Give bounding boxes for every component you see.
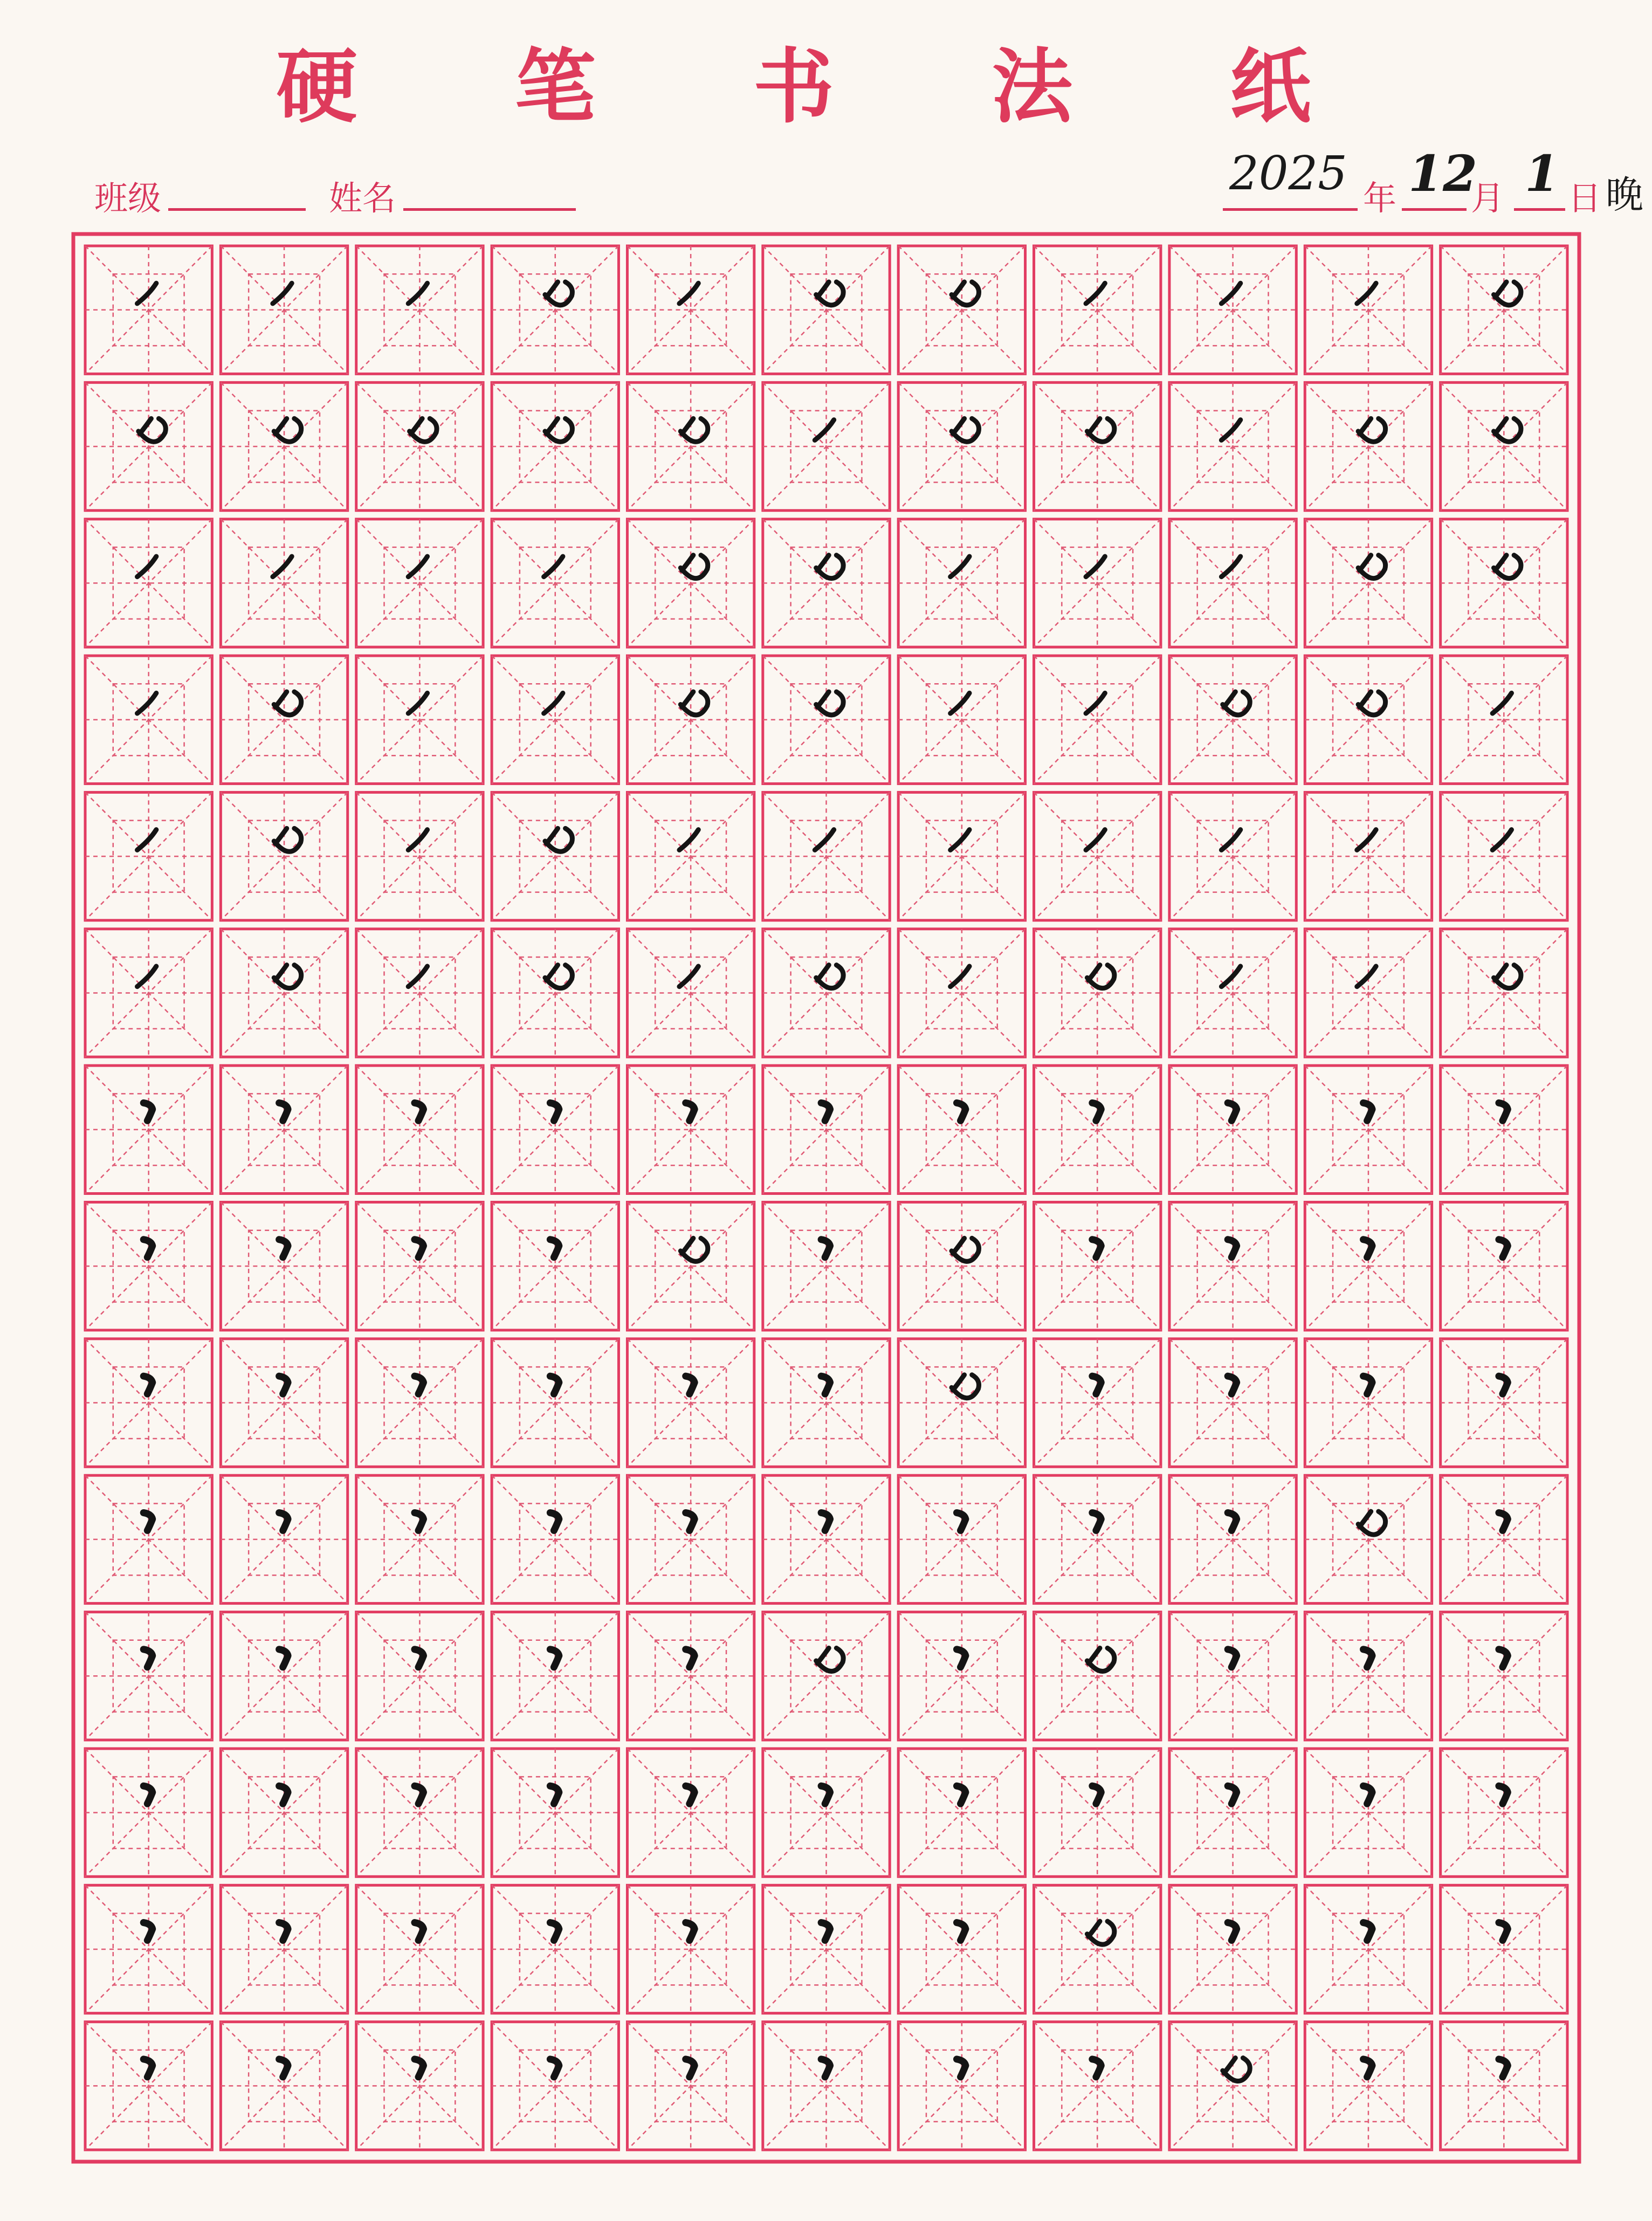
- dot-stroke-mark: [1228, 1512, 1236, 1530]
- dot-stroke-mark: [686, 2059, 694, 2077]
- curved-stroke-mark: [1087, 1921, 1114, 1944]
- class-label: 班级: [94, 178, 162, 218]
- curved-stroke-mark: [1223, 2058, 1250, 2081]
- dot-stroke-mark: [1092, 1103, 1101, 1120]
- dot-stroke-mark: [1092, 1512, 1101, 1530]
- pie-stroke-mark: [1221, 420, 1240, 441]
- dot-stroke-mark: [550, 2059, 559, 2077]
- dot-stroke-mark: [143, 1923, 152, 1941]
- pie-stroke-mark: [273, 283, 292, 304]
- dot-stroke-mark: [415, 2059, 423, 2077]
- dot-stroke-mark: [550, 1649, 559, 1667]
- year-label: 年: [1363, 178, 1397, 218]
- dot-stroke-mark: [279, 2059, 288, 2077]
- pie-stroke-mark: [679, 830, 698, 850]
- curved-stroke-mark: [274, 965, 301, 988]
- dot-stroke-mark: [550, 1923, 559, 1941]
- dot-stroke-mark: [1364, 1649, 1372, 1667]
- dot-stroke-mark: [143, 2059, 152, 2077]
- pie-stroke-mark: [951, 830, 969, 850]
- pie-stroke-mark: [137, 556, 156, 577]
- pie-stroke-mark: [951, 556, 969, 577]
- dot-stroke-mark: [1364, 1923, 1372, 1941]
- dot-stroke-mark: [686, 1512, 694, 1530]
- curved-stroke-mark: [1493, 555, 1520, 579]
- dot-stroke-mark: [956, 1786, 965, 1804]
- curved-stroke-mark: [680, 555, 707, 579]
- curved-stroke-mark: [139, 418, 166, 442]
- curved-stroke-mark: [1358, 692, 1385, 715]
- dot-stroke-mark: [821, 1786, 830, 1804]
- dot-stroke-mark: [279, 1786, 288, 1804]
- dot-stroke-mark: [1228, 1923, 1236, 1941]
- dot-stroke-mark: [550, 1512, 559, 1530]
- pie-stroke-mark: [1492, 693, 1511, 713]
- name-label: 姓名: [329, 178, 396, 218]
- pie-stroke-mark: [951, 966, 969, 987]
- pie-stroke-mark: [1221, 966, 1240, 987]
- curved-stroke-mark: [545, 828, 572, 851]
- pie-stroke-mark: [1221, 283, 1240, 304]
- dot-stroke-mark: [415, 1649, 423, 1667]
- curved-stroke-mark: [410, 418, 437, 442]
- pie-stroke-mark: [679, 283, 698, 304]
- curved-stroke-mark: [545, 282, 572, 305]
- dot-stroke-mark: [279, 1103, 288, 1120]
- dot-stroke-mark: [1364, 2059, 1372, 2077]
- pie-stroke-mark: [408, 830, 427, 850]
- dot-stroke-mark: [1499, 1376, 1508, 1394]
- dot-stroke-mark: [956, 1512, 965, 1530]
- dot-stroke-mark: [1228, 1649, 1236, 1667]
- page-title: 硬 笔 书 法 纸: [276, 39, 1376, 134]
- curved-stroke-mark: [1223, 692, 1250, 715]
- curved-stroke-mark: [816, 555, 843, 579]
- pie-stroke-mark: [137, 966, 156, 987]
- dot-stroke-mark: [1092, 2059, 1101, 2077]
- dot-stroke-mark: [279, 1376, 288, 1394]
- dot-stroke-mark: [550, 1786, 559, 1804]
- pie-stroke-mark: [137, 693, 156, 713]
- dot-stroke-mark: [279, 1649, 288, 1667]
- dot-stroke-mark: [821, 1103, 830, 1120]
- curved-stroke-mark: [274, 828, 301, 851]
- pie-stroke-mark: [544, 693, 563, 713]
- pie-stroke-mark: [1221, 830, 1240, 850]
- curved-stroke-mark: [1493, 965, 1520, 988]
- pie-stroke-mark: [951, 693, 969, 713]
- dot-stroke-mark: [1499, 1240, 1508, 1257]
- pie-stroke-mark: [408, 556, 427, 577]
- curved-stroke-mark: [680, 418, 707, 442]
- month-handwritten: 12: [1408, 145, 1478, 203]
- month-label: 月: [1471, 178, 1505, 218]
- pie-stroke-mark: [1357, 283, 1376, 304]
- dot-stroke-mark: [1092, 1240, 1101, 1257]
- dot-stroke-mark: [686, 1649, 694, 1667]
- dot-stroke-mark: [956, 1923, 965, 1941]
- dot-stroke-mark: [686, 1103, 694, 1120]
- pie-stroke-mark: [1357, 830, 1376, 850]
- dot-stroke-mark: [956, 1103, 965, 1120]
- pie-stroke-mark: [1086, 830, 1105, 850]
- dot-stroke-mark: [415, 1786, 423, 1804]
- pie-stroke-mark: [1492, 830, 1511, 850]
- curved-stroke-mark: [274, 692, 301, 715]
- pie-stroke-mark: [1221, 556, 1240, 577]
- dot-stroke-mark: [1092, 1786, 1101, 1804]
- pie-stroke-mark: [1086, 693, 1105, 713]
- curved-stroke-mark: [952, 1375, 979, 1398]
- pie-stroke-mark: [1086, 556, 1105, 577]
- pie-stroke-mark: [408, 966, 427, 987]
- curved-stroke-mark: [1358, 555, 1385, 579]
- dot-stroke-mark: [821, 1376, 830, 1394]
- dot-stroke-mark: [1364, 1376, 1372, 1394]
- dot-stroke-mark: [279, 1240, 288, 1257]
- curved-stroke-mark: [680, 692, 707, 715]
- pie-stroke-mark: [679, 966, 698, 987]
- dot-stroke-mark: [1364, 1103, 1372, 1120]
- dot-stroke-mark: [415, 1512, 423, 1530]
- pie-stroke-mark: [544, 556, 563, 577]
- dot-stroke-mark: [1364, 1240, 1372, 1257]
- dot-stroke-mark: [686, 1786, 694, 1804]
- dot-stroke-mark: [1499, 1103, 1508, 1120]
- year-handwritten: 2025: [1229, 147, 1347, 201]
- dot-stroke-mark: [1499, 1923, 1508, 1941]
- evening-handwritten: 晚: [1606, 173, 1643, 217]
- dot-stroke-mark: [821, 2059, 830, 2077]
- dot-stroke-mark: [143, 1103, 152, 1120]
- dot-stroke-mark: [550, 1240, 559, 1257]
- dot-stroke-mark: [415, 1923, 423, 1941]
- pie-stroke-mark: [815, 420, 834, 441]
- day-handwritten: 1: [1525, 145, 1560, 203]
- curved-stroke-mark: [545, 965, 572, 988]
- dot-stroke-mark: [956, 1649, 965, 1667]
- pie-stroke-mark: [408, 283, 427, 304]
- dot-stroke-mark: [143, 1376, 152, 1394]
- pie-stroke-mark: [1086, 283, 1105, 304]
- dot-stroke-mark: [143, 1786, 152, 1804]
- dot-stroke-mark: [143, 1649, 152, 1667]
- curved-stroke-mark: [1493, 282, 1520, 305]
- dot-stroke-mark: [1364, 1786, 1372, 1804]
- dot-stroke-mark: [1092, 1376, 1101, 1394]
- dot-stroke-mark: [143, 1512, 152, 1530]
- dot-stroke-mark: [143, 1240, 152, 1257]
- curved-stroke-mark: [1087, 418, 1114, 442]
- pie-stroke-mark: [1357, 966, 1376, 987]
- dot-stroke-mark: [1228, 1376, 1236, 1394]
- day-label: 日: [1568, 178, 1602, 218]
- pie-stroke-mark: [273, 556, 292, 577]
- curved-stroke-mark: [816, 692, 843, 715]
- dot-stroke-mark: [1228, 1103, 1236, 1120]
- curved-stroke-mark: [1358, 418, 1385, 442]
- curved-stroke-mark: [952, 1238, 979, 1261]
- pie-stroke-mark: [815, 830, 834, 850]
- curved-stroke-mark: [816, 282, 843, 305]
- pie-stroke-mark: [408, 693, 427, 713]
- dot-stroke-mark: [550, 1103, 559, 1120]
- curved-stroke-mark: [1087, 965, 1114, 988]
- dot-stroke-mark: [279, 1923, 288, 1941]
- dot-stroke-mark: [550, 1376, 559, 1394]
- dot-stroke-mark: [1228, 1240, 1236, 1257]
- dot-stroke-mark: [279, 1512, 288, 1530]
- curved-stroke-mark: [952, 282, 979, 305]
- curved-stroke-mark: [274, 418, 301, 442]
- dot-stroke-mark: [956, 2059, 965, 2077]
- dot-stroke-mark: [415, 1376, 423, 1394]
- curved-stroke-mark: [952, 418, 979, 442]
- curved-stroke-mark: [680, 1238, 707, 1261]
- dot-stroke-mark: [1499, 1512, 1508, 1530]
- curved-stroke-mark: [1493, 418, 1520, 442]
- curved-stroke-mark: [545, 418, 572, 442]
- dot-stroke-mark: [415, 1103, 423, 1120]
- dot-stroke-mark: [415, 1240, 423, 1257]
- dot-stroke-mark: [821, 1923, 830, 1941]
- dot-stroke-mark: [1228, 1786, 1236, 1804]
- dot-stroke-mark: [1499, 1786, 1508, 1804]
- dot-stroke-mark: [1499, 2059, 1508, 2077]
- dot-stroke-mark: [686, 1923, 694, 1941]
- curved-stroke-mark: [816, 965, 843, 988]
- dot-stroke-mark: [821, 1512, 830, 1530]
- curved-stroke-mark: [1358, 1511, 1385, 1535]
- dot-stroke-mark: [1499, 1649, 1508, 1667]
- curved-stroke-mark: [816, 1648, 843, 1671]
- curved-stroke-mark: [1087, 1648, 1114, 1671]
- pie-stroke-mark: [137, 283, 156, 304]
- dot-stroke-mark: [686, 1376, 694, 1394]
- pie-stroke-mark: [137, 830, 156, 850]
- dot-stroke-mark: [821, 1240, 830, 1257]
